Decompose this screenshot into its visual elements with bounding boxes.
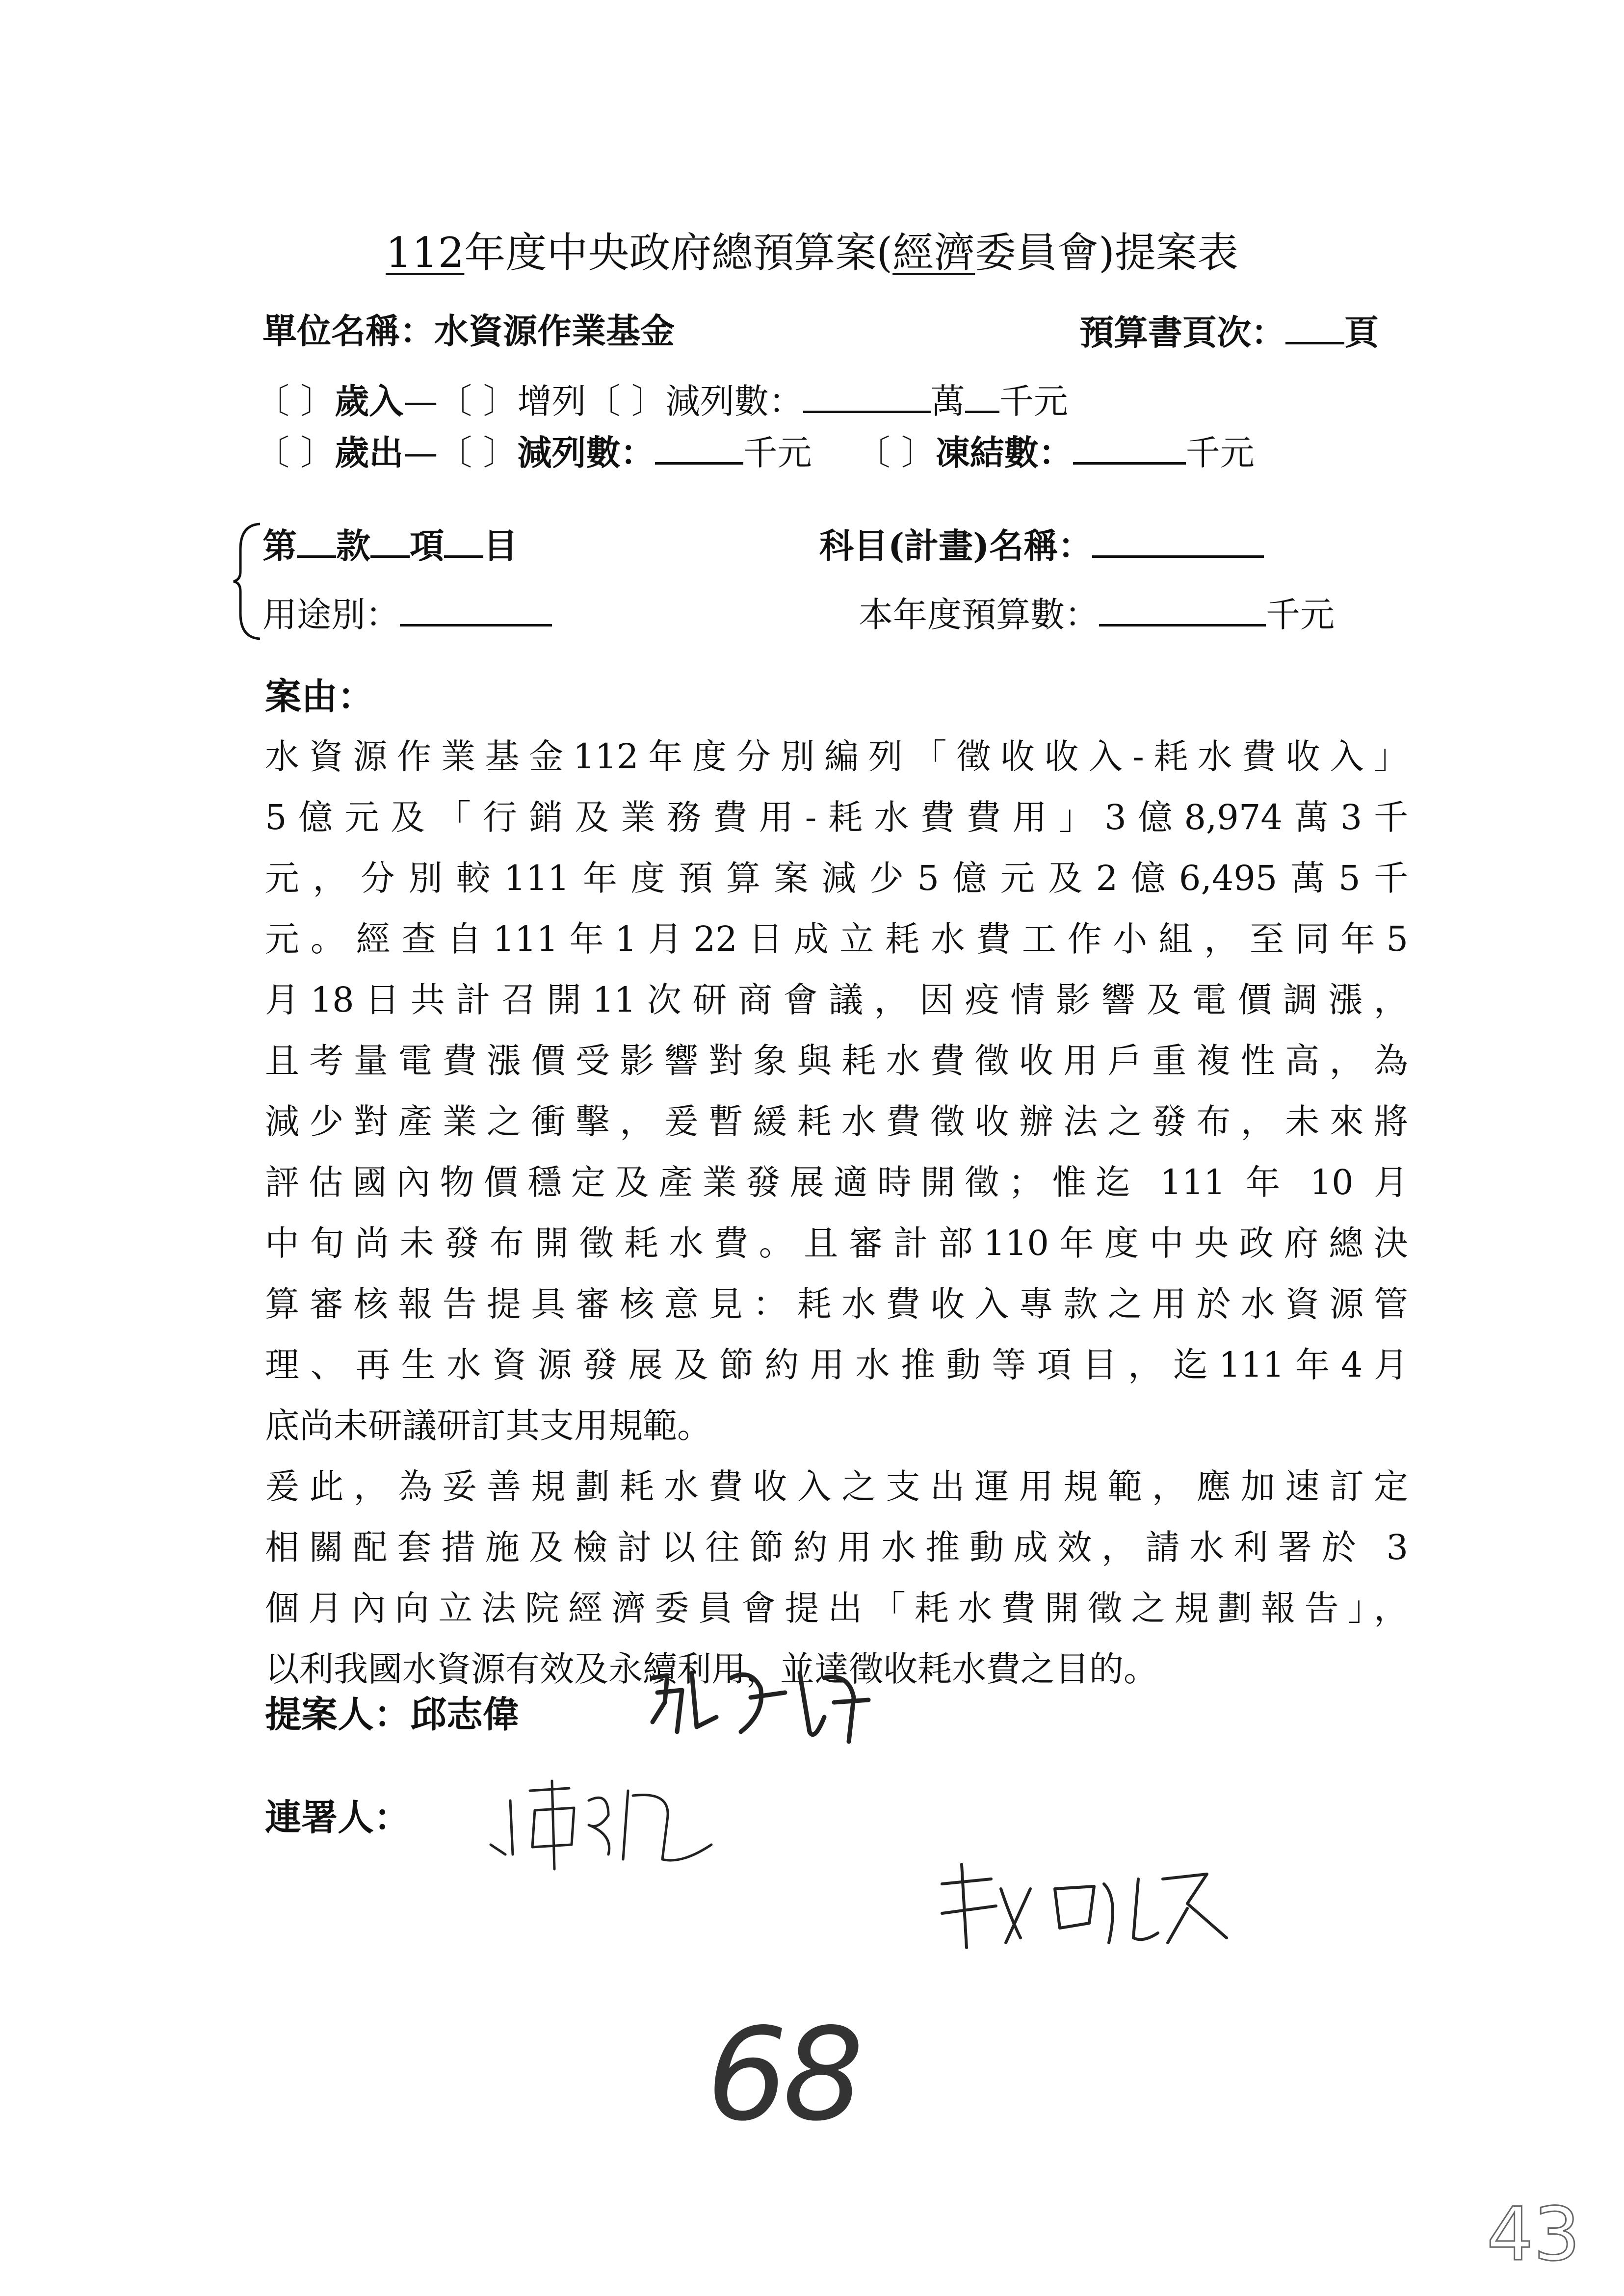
title-end: 委員會)提案表 [975, 229, 1238, 277]
cosigner-signature-2 [932, 1859, 1285, 1957]
xiang-label: 項 [410, 525, 444, 566]
decrease-checkbox: 〔 〕 [586, 381, 666, 421]
expense-qianyuan-1: 千元 [743, 433, 812, 473]
case-line: 評估國內物價穩定及產業發展適時開徵；惟迄 111 年 10 月 [265, 1162, 1408, 1202]
usage-label: 用途別： [262, 595, 400, 635]
income-amount-blank [803, 375, 931, 413]
handwritten-page-number: 68 [707, 2001, 859, 2149]
income-thousand-blank [965, 375, 999, 413]
freeze-label: 凍結數： [935, 432, 1073, 473]
expense-decrease-blank [655, 427, 743, 465]
kuan-blank [370, 520, 410, 558]
case-line: 水資源作業基金112年度分別編列「徵收收入-耗水費收入」 [265, 736, 1408, 777]
cosigner-signature-1 [486, 1771, 751, 1879]
xiang-blank [444, 520, 483, 558]
corner-page-number: 43 [1487, 2192, 1580, 2277]
di-blank [297, 520, 336, 558]
income-line [255, 375, 1068, 426]
decrease-label: 減列數： [665, 381, 803, 421]
usage-row [262, 589, 552, 639]
mu-label: 目 [483, 525, 518, 566]
kuan-label: 款 [336, 525, 370, 566]
case-line: 元。經查自111年1月22日成立耗水費工作小組，至同年5 [265, 919, 1408, 959]
expense-checkbox: 〔 〕 [255, 433, 335, 473]
di-label: 第 [262, 525, 297, 566]
usage-blank [400, 589, 552, 626]
case-line: 理、再生水資源發展及節約用水推動等項目，迄111年4月 [265, 1345, 1408, 1385]
case-body [265, 726, 1408, 1699]
income-dash: — [403, 381, 438, 421]
unit-name: 單位名稱：水資源作業基金 [262, 311, 675, 351]
case-line: 爰此，為妥善規劃耗水費收入之支出運用規範，應加速訂定 [265, 1466, 1408, 1507]
case-line: 且考量電費漲價受影響對象與耗水費徵收用戶重複性高，為 [265, 1041, 1408, 1081]
classification-row [262, 520, 518, 571]
freeze-blank [1073, 427, 1186, 465]
expense-dash: — [403, 433, 438, 473]
case-line: 個月內向立法院經濟委員會提出「耗水費開徵之規劃報告」， [265, 1588, 1408, 1628]
income-checkbox: 〔 〕 [255, 381, 335, 421]
budget-blank [1099, 589, 1266, 626]
left-brace [231, 520, 265, 643]
expense-label: 歲出 [335, 432, 404, 473]
budget-page-suffix: 頁 [1344, 312, 1379, 353]
case-heading: 案由： [265, 676, 374, 718]
freeze-checkbox: 〔 〕 [856, 433, 936, 473]
case-line: 算審核報告提具審核意見：耗水費收入專款之用於水資源管 [265, 1284, 1408, 1324]
case-line: 以利我國水資源有效及永續利用，並達徵收耗水費之目的。 [265, 1649, 1158, 1689]
title-committee: 經濟 [892, 229, 975, 277]
budget-page-label [1079, 307, 1379, 357]
proposer-signature [638, 1658, 893, 1756]
income-label: 歲入 [335, 381, 404, 421]
budget-row [859, 589, 1335, 639]
title-middle: 年度中央政府總預算案( [464, 229, 893, 277]
expense-decrease-checkbox: 〔 〕 [438, 433, 518, 473]
increase-label: 增列 [517, 381, 586, 421]
budget-page-text: 預算書頁次： [1079, 312, 1285, 353]
budget-suffix: 千元 [1266, 595, 1335, 635]
case-line: 5億元及「行銷及業務費用-耗水費費用」3億8,974萬3千 [265, 797, 1408, 837]
budget-page-blank [1285, 307, 1344, 344]
case-line: 底尚未研議研訂其支用規範。 [265, 1406, 711, 1446]
case-line: 中旬尚未發布開徵耗水費。且審計部110年度中央政府總決 [265, 1223, 1408, 1263]
subject-label: 科目(計畫)名稱： [819, 525, 1093, 566]
expense-qianyuan-2: 千元 [1185, 433, 1255, 473]
subject-name [819, 520, 1264, 571]
case-line: 元，分別較111年度預算案減少5億元及2億6,495萬5千 [265, 858, 1408, 898]
budget-label: 本年度預算數： [859, 595, 1099, 635]
expense-decrease-label: 減列數： [517, 432, 655, 473]
case-line: 月18日共計召開11次研商會議，因疫情影響及電價調漲， [265, 980, 1408, 1020]
case-line: 減少對產業之衝擊，爰暫緩耗水費徵收辦法之發布，未來將 [265, 1101, 1408, 1142]
income-qianyuan: 千元 [999, 381, 1068, 421]
proposer-label: 提案人：邱志偉 [265, 1694, 519, 1736]
title-year: 112 [386, 229, 465, 277]
expense-line [255, 427, 1255, 477]
wan-unit: 萬 [930, 381, 965, 421]
page-title [0, 223, 1624, 282]
subject-blank [1092, 520, 1264, 558]
cosigner-label: 連署人： [265, 1797, 410, 1839]
increase-checkbox: 〔 〕 [438, 381, 518, 421]
case-line: 相關配套措施及檢討以往節約用水推動成效，請水利署於 3 [265, 1527, 1408, 1567]
